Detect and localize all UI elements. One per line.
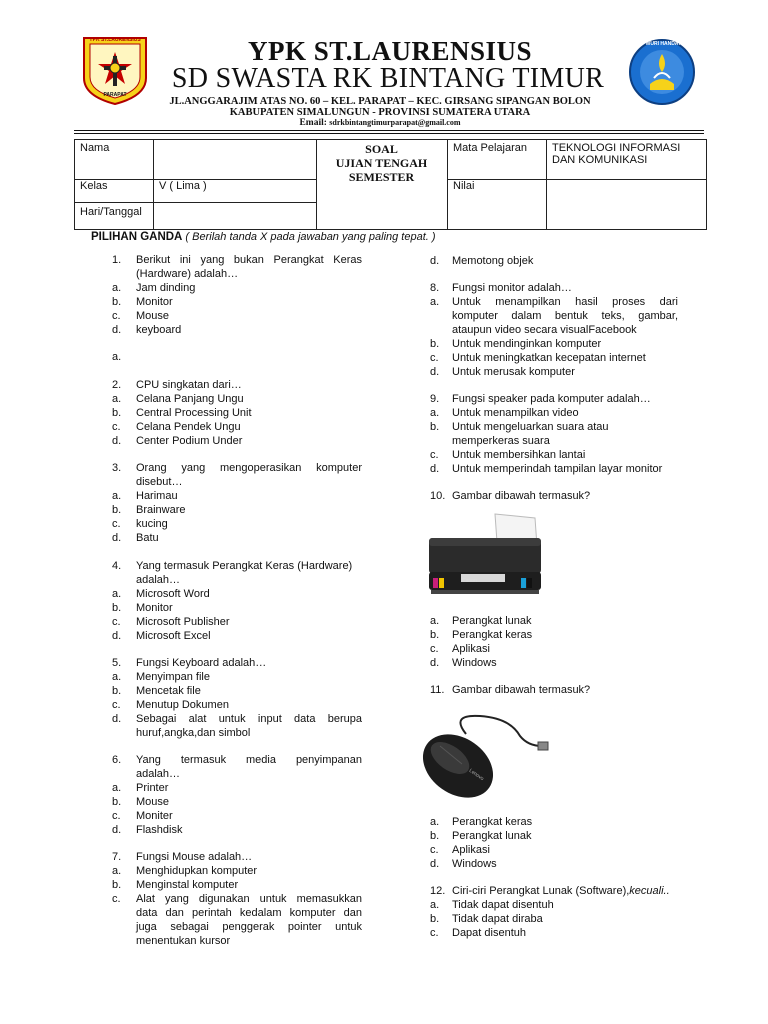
question-5-text: Fungsi Keyboard adalah… bbox=[136, 657, 267, 669]
option-letter: a. bbox=[112, 351, 122, 363]
option-letter: b. bbox=[430, 421, 440, 433]
table-divider bbox=[546, 140, 547, 229]
option-letter: b. bbox=[430, 913, 440, 925]
q7-option-a[interactable]: Menghidupkan komputer bbox=[136, 865, 258, 877]
q6-option-a[interactable]: Printer bbox=[136, 782, 169, 794]
question-6-text-cont: adalah… bbox=[136, 768, 181, 780]
option-letter: c. bbox=[112, 310, 121, 322]
question-9-text: Fungsi speaker pada komputer adalah… bbox=[452, 393, 651, 405]
question-11-text: Gambar dibawah termasuk? bbox=[452, 684, 591, 696]
option-letter: a. bbox=[112, 490, 122, 502]
q5-option-d[interactable]: Sebagai alat untuk input data berupa bbox=[136, 713, 362, 725]
q6-option-b[interactable]: Mouse bbox=[136, 796, 170, 808]
q8-option-a-cont bbox=[452, 323, 637, 337]
q3-option-b[interactable]: Brainware bbox=[136, 504, 186, 516]
q2-option-d[interactable]: Center Podium Under bbox=[136, 435, 243, 447]
option-letter: d. bbox=[112, 532, 122, 544]
q8-option-a-text: ataupun video secara visual bbox=[452, 324, 589, 336]
q7-option-d[interactable]: Memotong objek bbox=[452, 255, 534, 267]
option-letter: c. bbox=[112, 893, 121, 905]
mapel-label: Mata Pelajaran bbox=[453, 142, 527, 154]
q6-option-d[interactable]: Flashdisk bbox=[136, 824, 183, 836]
q5-option-c[interactable]: Menutup Dokumen bbox=[136, 699, 229, 711]
mapel-value-line: TEKNOLOGI INFORMASI bbox=[552, 142, 681, 154]
q4-option-b[interactable]: Monitor bbox=[136, 602, 173, 614]
q3-option-a[interactable]: Harimau bbox=[136, 490, 178, 502]
printer-brand-label: Canon bbox=[462, 578, 477, 584]
q6-option-c[interactable]: Moniter bbox=[136, 810, 173, 822]
option-letter: b. bbox=[430, 830, 440, 842]
table-divider bbox=[447, 140, 448, 229]
section-header bbox=[91, 231, 436, 243]
question-8-text: Fungsi monitor adalah… bbox=[452, 282, 572, 294]
option-letter: b. bbox=[430, 629, 440, 641]
q8-option-b[interactable]: Untuk mendinginkan komputer bbox=[452, 338, 602, 350]
school-logo-top-text: YPK ST.LAURENSIUS bbox=[89, 37, 141, 43]
q9-option-d[interactable]: Untuk memperindah tampilan layar monitor bbox=[452, 463, 663, 475]
q5-option-d-cont: huruf,angka,dan simbol bbox=[136, 727, 251, 739]
question-3-text: Orang yang mengoperasikan komputer bbox=[136, 462, 362, 474]
question-12-text-main: Ciri-ciri Perangkat Lunak (Software), bbox=[452, 885, 630, 897]
option-letter: b. bbox=[112, 504, 122, 516]
option-letter: a. bbox=[112, 782, 122, 794]
option-letter: b. bbox=[112, 296, 122, 308]
mapel-value bbox=[552, 142, 680, 166]
mouse-brand-label: Lenovo bbox=[467, 767, 485, 783]
exam-title-line: UJIAN TENGAH bbox=[335, 156, 428, 170]
q3-option-c[interactable]: kucing bbox=[136, 518, 168, 530]
q9-option-c[interactable]: Untuk membersihkan lantai bbox=[452, 449, 586, 461]
q11-option-c[interactable]: Aplikasi bbox=[452, 844, 490, 856]
header-rule-thin bbox=[74, 133, 704, 134]
question-3-text-cont: disebut… bbox=[136, 476, 183, 488]
table-row-divider bbox=[75, 202, 316, 203]
school-logo-bottom-text: PARAPAT bbox=[103, 92, 127, 98]
section-title: PILIHAN GANDA bbox=[91, 231, 183, 243]
q10-option-c[interactable]: Aplikasi bbox=[452, 643, 490, 655]
question-number: 1. bbox=[112, 254, 122, 266]
option-letter: c. bbox=[112, 421, 121, 433]
nilai-label: Nilai bbox=[453, 180, 475, 192]
q1-option-a[interactable]: Jam dinding bbox=[136, 282, 196, 294]
q2-option-c[interactable]: Celana Pendek Ungu bbox=[136, 421, 241, 433]
q8-stray-text: Facebook bbox=[588, 324, 637, 336]
question-number: 9. bbox=[430, 393, 440, 405]
q7-option-c-cont: menentukan kursor bbox=[136, 935, 231, 947]
q7-option-c[interactable]: Alat yang digunakan untuk memasukkan bbox=[136, 893, 362, 905]
table-row-divider bbox=[447, 179, 707, 180]
option-letter: a. bbox=[430, 407, 440, 419]
option-letter: c. bbox=[430, 643, 439, 655]
q8-option-a[interactable]: Untuk menampilkan hasil proses dari bbox=[452, 296, 678, 308]
q4-option-c[interactable]: Microsoft Publisher bbox=[136, 616, 230, 628]
q1-option-d[interactable]: keyboard bbox=[136, 324, 182, 336]
q12-option-b[interactable]: Tidak dapat diraba bbox=[452, 913, 543, 925]
option-letter: a. bbox=[112, 588, 122, 600]
q12-option-a[interactable]: Tidak dapat disentuh bbox=[452, 899, 554, 911]
student-info-table bbox=[74, 139, 707, 230]
exam-title-line: SOAL bbox=[365, 142, 398, 156]
option-letter: c. bbox=[112, 616, 121, 628]
q2-option-b[interactable]: Central Processing Unit bbox=[136, 407, 252, 419]
nama-label: Nama bbox=[80, 142, 110, 154]
option-letter: d. bbox=[430, 657, 440, 669]
question-number: 2. bbox=[112, 379, 122, 391]
option-letter: c. bbox=[430, 352, 439, 364]
option-letter: d. bbox=[430, 255, 440, 267]
option-letter: b. bbox=[112, 407, 122, 419]
option-letter: c. bbox=[430, 927, 439, 939]
q8-option-c[interactable]: Untuk meningkatkan kecepatan internet bbox=[452, 352, 646, 364]
q11-option-b[interactable]: Perangkat lunak bbox=[452, 830, 532, 842]
option-letter: a. bbox=[112, 393, 122, 405]
question-12-text-italic: kecuali.. bbox=[629, 885, 670, 897]
option-letter: c. bbox=[430, 844, 439, 856]
school-name-line1: YPK ST.LAURENSIUS bbox=[247, 36, 533, 66]
printer-image bbox=[425, 512, 545, 602]
q9-option-b-cont: memperkeras suara bbox=[452, 435, 550, 447]
option-letter: b. bbox=[112, 685, 122, 697]
email-value[interactable]: sdrkbintangtimurparapat@gmail.com bbox=[329, 118, 461, 127]
option-letter: d. bbox=[112, 630, 122, 642]
question-1-text-cont: (Hardware) adalah… bbox=[136, 268, 239, 280]
section-instruction: ( Berilah tanda X pada jawaban yang paling tepat. ) bbox=[182, 231, 436, 243]
q3-option-d[interactable]: Batu bbox=[136, 532, 159, 544]
q1-option-c[interactable]: Mouse bbox=[136, 310, 170, 322]
q9-option-a[interactable]: Untuk menampilkan video bbox=[452, 407, 579, 419]
school-name-line2: SD SWASTA RK BINTANG TIMUR bbox=[171, 63, 605, 94]
option-letter: d. bbox=[112, 824, 122, 836]
q7-option-c-cont: data dan perintah kedalam komputer dan bbox=[136, 907, 362, 919]
option-letter: d. bbox=[430, 858, 440, 870]
exam-title bbox=[316, 142, 447, 184]
question-number: 4. bbox=[112, 560, 122, 572]
option-letter: c. bbox=[430, 449, 439, 461]
address-line1: JL.ANGGARAJIM ATAS NO. 60 – KEL. PARAPAT – KEC. GIRSANG SIPANGAN BOLON bbox=[169, 96, 591, 107]
question-6-text: Yang termasuk media penyimpanan bbox=[136, 754, 362, 766]
option-letter: a. bbox=[430, 899, 440, 911]
question-12-text bbox=[452, 884, 670, 898]
q4-option-a[interactable]: Microsoft Word bbox=[136, 588, 210, 600]
q11-option-a[interactable]: Perangkat keras bbox=[452, 816, 533, 828]
table-divider bbox=[153, 140, 154, 229]
question-7-text: Fungsi Mouse adalah… bbox=[136, 851, 253, 863]
question-number: 8. bbox=[430, 282, 440, 294]
option-letter: c. bbox=[112, 518, 121, 530]
option-letter: b. bbox=[112, 796, 122, 808]
option-letter: a. bbox=[112, 282, 122, 294]
option-letter: a. bbox=[430, 615, 440, 627]
q4-option-d[interactable]: Microsoft Excel bbox=[136, 630, 211, 642]
q9-option-b[interactable]: Untuk mengeluarkan suara atau bbox=[452, 421, 609, 433]
q10-option-a[interactable]: Perangkat lunak bbox=[452, 615, 532, 627]
option-letter: a. bbox=[430, 296, 440, 308]
option-letter: d. bbox=[112, 713, 122, 725]
question-4-text: Yang termasuk Perangkat Keras (Hardware) bbox=[136, 560, 353, 572]
q10-option-b[interactable]: Perangkat keras bbox=[452, 629, 533, 641]
question-1-text: Berikut ini yang bukan Perangkat Keras bbox=[136, 254, 362, 266]
q1-option-b[interactable]: Monitor bbox=[136, 296, 173, 308]
kelas-value: V ( Lima ) bbox=[159, 180, 207, 192]
tut-wuri-text: TUT WURI HANDAYANI bbox=[634, 41, 690, 47]
option-letter: a. bbox=[430, 816, 440, 828]
q8-option-d[interactable]: Untuk merusak komputer bbox=[452, 366, 575, 378]
q10-option-d[interactable]: Windows bbox=[452, 657, 497, 669]
q7-option-b[interactable]: Menginstal komputer bbox=[136, 879, 239, 891]
mouse-image bbox=[410, 706, 550, 806]
option-letter: b. bbox=[112, 879, 122, 891]
question-number: 10. bbox=[430, 490, 446, 502]
email-label: Email: bbox=[299, 118, 330, 128]
mapel-value-line: DAN KOMUNIKASI bbox=[552, 154, 648, 166]
question-10-text: Gambar dibawah termasuk? bbox=[452, 490, 591, 502]
option-letter: c. bbox=[112, 810, 121, 822]
q7-option-c-cont: juga sebagai penggerak pointer untuk bbox=[136, 921, 362, 933]
option-letter: b. bbox=[112, 602, 122, 614]
option-letter: c. bbox=[112, 699, 121, 711]
q11-option-d[interactable]: Windows bbox=[452, 858, 497, 870]
option-letter: d. bbox=[430, 463, 440, 475]
header-rule bbox=[74, 130, 704, 131]
q12-option-c[interactable]: Dapat disentuh bbox=[452, 927, 526, 939]
q5-option-b[interactable]: Mencetak file bbox=[136, 685, 201, 697]
q2-option-a[interactable]: Celana Panjang Ungu bbox=[136, 393, 244, 405]
option-letter: a. bbox=[112, 865, 122, 877]
question-number: 7. bbox=[112, 851, 122, 863]
question-number: 12. bbox=[430, 885, 446, 897]
question-4-text-cont: adalah… bbox=[136, 574, 181, 586]
address-line2: KABUPATEN SIMALUNGUN - PROVINSI SUMATERA UTARA bbox=[229, 107, 531, 118]
option-letter: a. bbox=[112, 671, 122, 683]
q5-option-a[interactable]: Menyimpan file bbox=[136, 671, 210, 683]
option-letter: b. bbox=[430, 338, 440, 350]
question-2-text: CPU singkatan dari… bbox=[136, 379, 242, 391]
question-number: 3. bbox=[112, 462, 122, 474]
option-letter: d. bbox=[430, 366, 440, 378]
kelas-label: Kelas bbox=[80, 180, 108, 192]
option-letter: d. bbox=[112, 435, 122, 447]
email-line bbox=[130, 118, 630, 128]
question-number: 6. bbox=[112, 754, 122, 766]
question-number: 5. bbox=[112, 657, 122, 669]
exam-title-line: SEMESTER bbox=[348, 170, 415, 184]
hari-tanggal-label: Hari/Tanggal bbox=[80, 206, 142, 218]
q8-option-a-cont: komputer dalam bentuk teks, gambar, bbox=[452, 310, 678, 322]
question-number: 11. bbox=[430, 684, 445, 696]
option-letter: d. bbox=[112, 324, 122, 336]
